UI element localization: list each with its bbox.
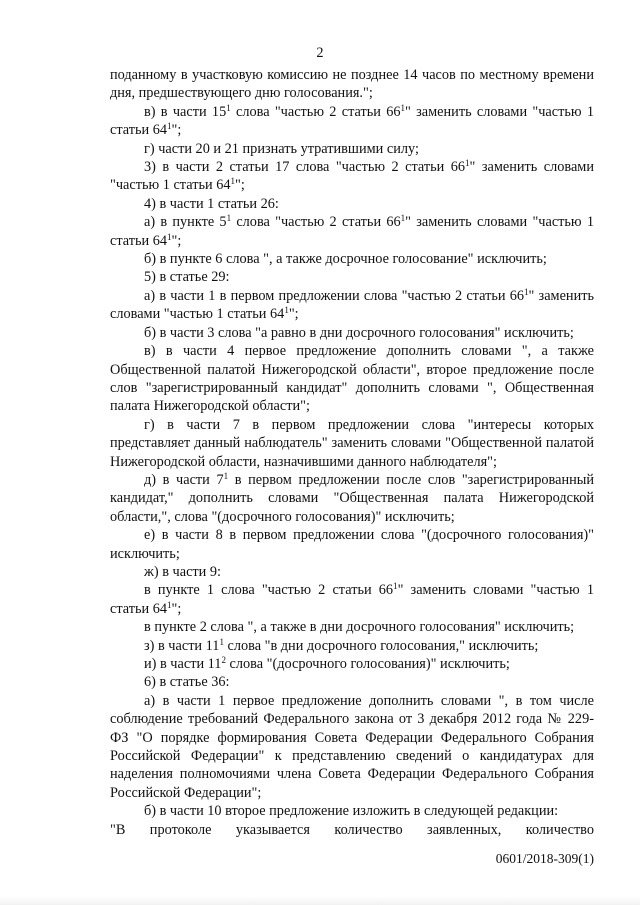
superscript: 1 [226, 102, 231, 113]
text-run: слова "в дни досрочного голосования," исключить; [223, 637, 539, 654]
text-run: а) в пункте 5 [144, 214, 227, 231]
paragraph [110, 655, 594, 673]
text-run: 5) в статье 29: [144, 269, 230, 286]
superscript: 1 [400, 102, 405, 113]
paragraph [110, 471, 594, 526]
paragraph [110, 250, 594, 268]
text-run: г) в части 7 в первом предложении слова "интересы которых представляет данный наблюдатель" заменить словами "Общественной палатой Нижегородской области, назначившими данного наблюдателя"; [110, 416, 594, 470]
text-run: в первом предложении после слов "зарегистрированный кандидат," дополнить словами "Общественная палата Нижегородской области,", слова "(досрочного голосования)" исключить; [110, 471, 594, 525]
paragraph [110, 195, 594, 213]
document-code: 0601/2018-309(1) [495, 851, 594, 866]
paragraph [110, 581, 594, 618]
paragraph [110, 158, 594, 195]
text-run: е) в части 8 в первом предложении слова "(досрочного голосования)" исключить; [110, 527, 594, 562]
page-number: 2 [316, 45, 324, 61]
text-run: поданному в участковую комиссию не позднее 14 часов по местному времени дня, предшествующего дню голосования."; [110, 67, 594, 102]
text-run: " заменить словами "частью 1 статьи 64 [110, 214, 595, 249]
text-run: в) в части 15 [144, 103, 227, 120]
text-run: б) в пункте 6 слова ", а также досрочное голосование" исключить; [144, 251, 547, 268]
text-run: 6) в статье 36: [144, 674, 230, 691]
superscript: 1 [524, 286, 529, 297]
superscript: 1 [284, 305, 289, 316]
text-run: 4) в части 1 статьи 26: [144, 195, 279, 212]
text-run: а) в части 1 в первом предложении слова "частью 2 статьи 66 [144, 287, 524, 304]
paragraph [110, 268, 594, 286]
paragraph [110, 140, 594, 158]
text-run: " заменить словами "частью 1 статьи 64 [110, 159, 594, 194]
text-run: "; [171, 232, 182, 249]
scan-bottom-edge [0, 896, 640, 905]
paragraph [110, 692, 594, 802]
superscript: 1 [167, 231, 172, 242]
text-run: в) в части 4 первое предложение дополнить словами ", а также Общественной палатой Нижегородской области", второе предложение после слов "зарегистрированный кандидат" дополнить словами ", Общественная палата Нижегородской области"; [110, 343, 594, 415]
text-run: а) в части 1 первое предложение дополнить словами ", в том числе соблюдение требований Федерального закона от 3 декабря 2012 года № 229-ФЗ "О порядке формирования Совета Федерации Федерального Собрания Российской Федерации" к представлению сведений о кандидатурах для наделения полномочиями члена Совета Федерации Федерального Собрания Российской Федерации"; [110, 692, 594, 801]
paragraph [110, 324, 594, 342]
paragraph [110, 821, 594, 839]
paragraph [110, 213, 594, 250]
text-run: "; [288, 306, 299, 323]
text-run: г) части 20 и 21 признать утратившими силу; [144, 140, 419, 157]
text-run: и) в части 11 [144, 656, 222, 672]
body-text [110, 66, 594, 839]
superscript: 1 [400, 213, 406, 224]
superscript: 2 [221, 655, 226, 665]
text-run: з) в части 11 [144, 637, 220, 654]
paragraph [110, 802, 594, 820]
superscript: 1 [465, 158, 470, 169]
text-run: 3) в части 2 статьи 17 слова "частью 2 статьи 66 [144, 159, 466, 176]
text-run: "; [171, 600, 182, 617]
paragraph [110, 287, 594, 324]
text-run: б) в части 3 слова "а равно в дни досрочного голосования" исключить; [144, 324, 574, 341]
superscript: 1 [223, 470, 229, 481]
paragraph [110, 66, 594, 103]
text-run: слова "частью 2 статьи 66 [230, 103, 401, 120]
text-run: "; [171, 122, 182, 139]
paragraph [110, 416, 594, 471]
superscript: 1 [393, 581, 398, 592]
paragraph [110, 637, 594, 655]
paragraph [110, 103, 594, 140]
superscript: 1 [167, 599, 172, 610]
paragraph [110, 563, 594, 581]
text-run: ж) в части 9: [144, 563, 222, 580]
superscript: 1 [230, 176, 235, 187]
text-run: " заменить словами "частью 1 статьи 64 [110, 287, 594, 323]
paragraph [110, 618, 594, 636]
text-run: " заменить словами "частью 1 статьи 64 [110, 582, 595, 617]
paragraph [110, 526, 594, 563]
superscript: 1 [219, 636, 224, 647]
paragraph [110, 342, 594, 416]
text-run: в пункте 2 слова ", а также в дни досрочного голосования" исключить; [144, 619, 575, 636]
text-run: "В протоколе указывается количество заявленных, количество [110, 821, 594, 838]
text-run: б) в части 10 второе предложение изложить в следующей редакции: [144, 803, 559, 820]
text-run: слова "(досрочного голосования)" исключить; [225, 656, 510, 672]
text-run: "; [235, 177, 245, 194]
superscript: 1 [226, 213, 232, 224]
paragraph [110, 673, 594, 691]
superscript: 1 [167, 121, 172, 132]
text-run: " заменить словами "частью 1 статьи 64 [110, 103, 595, 139]
text-run: слова "частью 2 статьи 66 [231, 214, 401, 231]
text-run: д) в части 7 [144, 471, 224, 488]
text-run: в пункте 1 слова "частью 2 статьи 66 [144, 582, 394, 599]
